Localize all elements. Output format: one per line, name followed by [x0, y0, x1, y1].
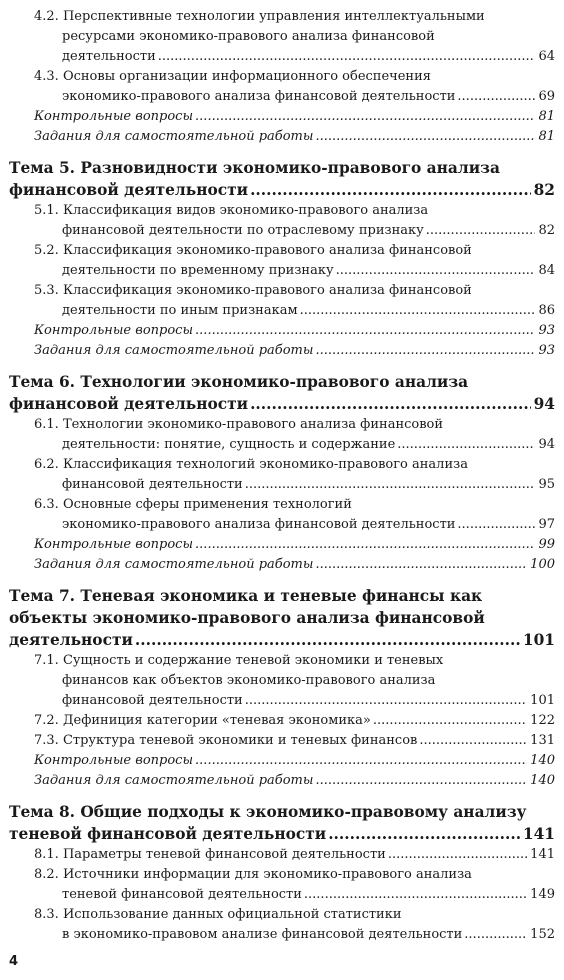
toc-section-line: [62, 885, 555, 905]
toc-entry-text: объекты экономико-правового анализа финансовой: [9, 609, 485, 627]
toc-theme-line: [9, 371, 525, 393]
toc-entry-text: финансов как объектов экономико-правового анализа: [62, 673, 436, 688]
leader-dots: [397, 435, 535, 455]
toc-section-line: [62, 221, 555, 241]
leader-dots: [315, 555, 527, 575]
toc-entry-text: экономико-правового анализа финансовой деятельности: [62, 517, 456, 532]
toc-page-number: 94: [533, 395, 555, 413]
toc-page-number: 149: [530, 887, 555, 902]
toc-page-number: 122: [530, 713, 555, 728]
toc-page-number: 141: [522, 825, 555, 843]
toc-entry-text: 5.3. Классификация экономико-правового анализа финансовой: [34, 283, 472, 298]
toc-theme-line: [9, 393, 555, 415]
leader-dots: [135, 629, 520, 651]
toc-extra-line: [34, 535, 555, 555]
toc-section-line: [62, 47, 555, 67]
toc-section-line: [62, 475, 555, 495]
toc-section-line: [34, 731, 555, 751]
leader-dots: [315, 127, 535, 147]
toc-section-line: [62, 301, 555, 321]
toc-entry-text: финансовой деятельности: [9, 395, 249, 413]
toc-page-number: 140: [530, 773, 555, 788]
toc-entry-text: деятельности по иным признакам: [62, 303, 298, 318]
toc-entry-text: финансовой деятельности по отраслевому признаку: [62, 223, 424, 238]
toc-entry-text: теневой финансовой деятельности: [62, 887, 302, 902]
toc-page-number: 99: [538, 537, 555, 552]
toc-entry-text: Контрольные вопросы: [34, 323, 194, 338]
toc-entry-text: 6.1. Технологии экономико-правового анализа финансовой: [34, 417, 444, 432]
toc-entry-text: 5.1. Классификация видов экономико-правового анализа: [34, 203, 429, 218]
toc-page-number: 81: [538, 129, 555, 144]
toc-page-number: 94: [538, 437, 555, 452]
toc-entry-text: Тема 8. Общие подходы к экономико-правовому анализу: [9, 803, 527, 821]
toc-section-line: [34, 201, 525, 221]
toc-section-line: [34, 905, 525, 925]
toc-section-line: [62, 925, 555, 945]
toc-theme-line: [9, 607, 525, 629]
toc-entry-text: в экономико-правовом анализе финансовой деятельности: [62, 927, 463, 942]
toc-theme-line: [9, 585, 525, 607]
leader-dots: [158, 47, 536, 67]
toc-page-number: 95: [538, 477, 555, 492]
leader-dots: [245, 691, 527, 711]
toc-entry-text: Контрольные вопросы: [34, 109, 194, 124]
toc-entry-text: 8.1. Параметры теневой финансовой деятельности: [34, 847, 386, 862]
toc-entry-text: Задания для самостоятельной работы: [34, 557, 314, 572]
toc-section-line: [34, 67, 525, 87]
toc-entry-text: 7.2. Дефиниция категории «теневая экономика»: [34, 713, 371, 728]
leader-dots: [373, 711, 527, 731]
toc-entry-text: Задания для самостоятельной работы: [34, 773, 314, 788]
leader-dots: [250, 393, 531, 415]
toc-page-number: 97: [538, 517, 555, 532]
toc-entry-text: теневой финансовой деятельности: [9, 825, 327, 843]
toc-entry-text: ресурсами экономико-правового анализа финансовой: [62, 29, 435, 44]
leader-dots: [315, 771, 527, 791]
toc-section-line: [34, 845, 555, 865]
toc-theme-line: [9, 179, 555, 201]
toc-extra-line: [34, 341, 555, 361]
toc-page-number: 101: [530, 693, 555, 708]
toc-entry-text: Контрольные вопросы: [34, 753, 194, 768]
toc-section-line: [34, 651, 525, 671]
toc-theme-line: [9, 801, 525, 823]
toc-entry-text: Тема 5. Разновидности экономико-правового анализа: [9, 159, 500, 177]
toc-page-number: 93: [538, 323, 555, 338]
toc-section-line: [62, 435, 555, 455]
leader-dots: [388, 845, 527, 865]
toc-page-number: 100: [530, 557, 555, 572]
toc-entry-text: 8.2. Источники информации для экономико-правового анализа: [34, 867, 472, 882]
toc-extra-line: [34, 771, 555, 791]
leader-dots: [245, 475, 536, 495]
toc-entry-text: деятельности: понятие, сущность и содержание: [62, 437, 396, 452]
toc-page-number: 86: [538, 303, 555, 318]
toc-page-number: 82: [538, 223, 555, 238]
toc-page-number: 69: [538, 89, 555, 104]
toc-extra-line: [34, 107, 555, 127]
toc-section-line: [34, 455, 525, 475]
toc-extra-line: [34, 127, 555, 147]
toc-theme-line: [9, 157, 525, 179]
toc-entry-text: 7.1. Сущность и содержание теневой экономики и теневых: [34, 653, 444, 668]
toc-entry-text: деятельности: [62, 49, 156, 64]
leader-dots: [464, 925, 527, 945]
toc-page-number: 131: [530, 733, 555, 748]
leader-dots: [300, 301, 536, 321]
leader-dots: [336, 261, 536, 281]
leader-dots: [315, 341, 535, 361]
toc-entry-text: Контрольные вопросы: [34, 537, 194, 552]
toc-section-line: [62, 515, 555, 535]
toc-section-line: [62, 27, 525, 47]
leader-dots: [457, 515, 535, 535]
toc-entry-text: 6.2. Классификация технологий экономико-правового анализа: [34, 457, 468, 472]
toc-page-number: 140: [530, 753, 555, 768]
leader-dots: [426, 221, 536, 241]
toc-page-number: 93: [538, 343, 555, 358]
toc-entry-text: Задания для самостоятельной работы: [34, 343, 314, 358]
toc-section-line: [62, 261, 555, 281]
toc-entry-text: 4.2. Перспективные технологии управления интеллектуальными: [34, 9, 485, 24]
toc-entry-text: деятельности: [9, 631, 133, 649]
leader-dots: [250, 179, 531, 201]
toc-extra-line: [34, 751, 555, 771]
toc-entry-text: финансовой деятельности: [62, 693, 243, 708]
toc-entry-text: 7.3. Структура теневой экономики и теневых финансов: [34, 733, 418, 748]
toc-entry-text: 8.3. Использование данных официальной статистики: [34, 907, 402, 922]
toc-extra-line: [34, 555, 555, 575]
leader-dots: [195, 107, 535, 127]
leader-dots: [457, 87, 535, 107]
toc-entry-text: 6.3. Основные сферы применения технологий: [34, 497, 352, 512]
leader-dots: [419, 731, 527, 751]
toc-page-number: 82: [533, 181, 555, 199]
toc-section-line: [34, 711, 555, 731]
toc-section-line: [34, 415, 525, 435]
toc-extra-line: [34, 321, 555, 341]
leader-dots: [304, 885, 527, 905]
toc-entry-text: финансовой деятельности: [9, 181, 249, 199]
toc-page-number: 152: [530, 927, 555, 942]
toc-entry-text: экономико-правового анализа финансовой деятельности: [62, 89, 456, 104]
toc-page-number: 64: [538, 49, 555, 64]
toc-section-line: [62, 87, 555, 107]
toc-section-line: [34, 281, 525, 301]
leader-dots: [195, 535, 535, 555]
toc-section-line: [62, 691, 555, 711]
leader-dots: [195, 321, 535, 341]
toc-entry-text: Задания для самостоятельной работы: [34, 129, 314, 144]
toc-theme-line: [9, 823, 555, 845]
toc-section-line: [62, 671, 525, 691]
toc-page-number: 101: [522, 631, 555, 649]
toc-entry-text: финансовой деятельности: [62, 477, 243, 492]
toc-page-number: 141: [530, 847, 555, 862]
toc-section-line: [34, 241, 525, 261]
toc-entry-text: Тема 6. Технологии экономико-правового анализа: [9, 373, 469, 391]
toc-entry-text: 5.2. Классификация экономико-правового анализа финансовой: [34, 243, 472, 258]
page-number: 4: [9, 954, 19, 969]
toc-entry-text: деятельности по временному признаку: [62, 263, 334, 278]
toc-entry-text: Тема 7. Теневая экономика и теневые финансы как: [9, 587, 483, 605]
toc-theme-line: [9, 629, 555, 651]
toc-page-number: 81: [538, 109, 555, 124]
leader-dots: [195, 751, 527, 771]
toc-page-number: 84: [538, 263, 555, 278]
toc-section-line: [34, 865, 525, 885]
toc-section-line: [34, 7, 525, 27]
leader-dots: [328, 823, 520, 845]
toc-entry-text: 4.3. Основы организации информационного обеспечения: [34, 69, 431, 84]
toc-section-line: [34, 495, 525, 515]
